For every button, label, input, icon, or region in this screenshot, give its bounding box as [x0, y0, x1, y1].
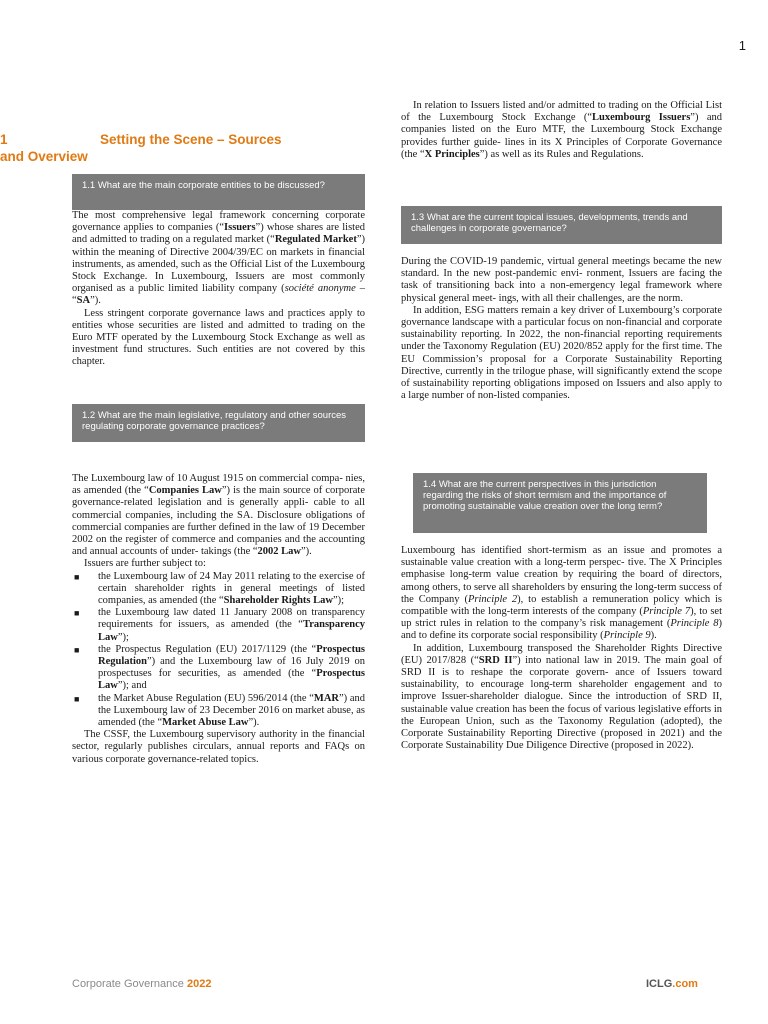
section-number: 1: [0, 132, 8, 147]
answer-1-4: [401, 545, 722, 752]
paragraph: Less stringent corporate governance laws and practices apply to entities whose securities are listed and admitted to trading on the Euro MTF operated by the Luxembourg Stock Exchange as well as investment fund structures. Such entities are not covered by this chapter.: [72, 307, 365, 368]
paragraph: The CSSF, the Luxembourg supervisory authority in the financial sector, regularly publishes circulars, annual reports and FAQs on various corporate governance-related topics.: [72, 729, 365, 765]
section-title-line1: Setting the Scene – Sources: [100, 132, 282, 147]
intro-paragraph: In relation to Issuers listed and/or admitted to trading on the Official List of the Luxembourg Stock Exchange (“Luxembourg Issuers”) and companies listed on the Euro MTF, the Luxembourg Stock Exchange provides further guide- lines in its X Principles of Corporate Governance (the “X Principles”) as well as its Rules and Regulations.: [401, 100, 722, 160]
page-number: 1: [738, 38, 746, 53]
question-box-1-2: [72, 404, 365, 442]
answer-1-3: [401, 256, 722, 402]
answer-1-1: [72, 210, 365, 369]
list-item: ■ the Luxembourg law dated 11 January 2008 on transparency requirements for issuers, as amended (the “Transparency Law”);: [72, 607, 365, 644]
paragraph: The most comprehensive legal framework concerning corporate governance applies to companies (“Issuers”) whose shares are listed and admitted to trading on a regulated market (“Regulated Market”) within the meaning of Directive 2004/39/EC on markets in financial instruments, as amended, such as the Official List of the Luxembourg Stock Exchange. In Luxembourg, Issuers are most commonly organised as a public limited liability company (société anonyme – “SA”).: [72, 210, 366, 307]
paragraph: The Luxembourg law of 10 August 1915 on commercial compa- nies, as amended (the “Companies Law”) is the main source of corporate governance-related legislation and is generally appli- cable to all commercial companies, including the SA. Disclosure obligations of commercial companies are further defined in the law of 19 December 2002 on the register of commerce and companies and the accounting and annual accounts of under- takings (the “2002 Law”).: [72, 473, 366, 558]
list-item: ■ the Market Abuse Regulation (EU) 596/2014 (the “MAR”) and the Luxembourg law of 23 December 2016 on market abuse, as amended (the “Market Abuse Law”).: [72, 693, 365, 730]
footer-year: 2022: [186, 978, 212, 990]
question-box-1-1: [72, 174, 365, 210]
question-box-1-4: [413, 473, 707, 533]
paragraph: In addition, Luxembourg transposed the Shareholder Rights Directive (EU) 2017/828 (“SRD II”) into national law in 2019. The main goal of SRD II is to reshape the corporate govern- ance of Issuers toward sustainability, to encourage long-term shareholder engagement and to improve Issuer-shareholder dialogue. Since the introduction of SRD II, sustainable value creation has been the focus of various legislative efforts in the European Union, such as the Taxonomy Regulation (adopted), the Corporate Sustainability Reporting Directive (proposed in 2021) and the Corporate Sustainability Due Diligence Directive (proposed in 2022).: [401, 642, 722, 752]
list-item: ■ the Prospectus Regulation (EU) 2017/1129 (the “Prospectus Regulation”) and the Luxembourg law of 16 July 2019 on prospectuses for securities, as amended (the “Prospectus Law”); and: [72, 644, 365, 693]
paragraph: In addition, ESG matters remain a key driver of Luxembourg’s corporate governance landscape with a particular focus on non-financial and corporate sustainability reporting. In 2022, the non-financial reporting requirements under the Taxonomy Regulation (EU) 2020/852 apply for the first time. The EU Commission’s proposal for a Corporate Sustainability Reporting Directive, currently in the trilogue phase, will significantly extend the scope of sustainability reporting obligations imposed on Issuers and also apply to a large number of non-listed companies.: [401, 304, 722, 402]
question-text: 1.2 What are the main legislative, regulatory and other sources regulating corporate governance practices?: [82, 410, 347, 432]
paragraph: Issuers are further subject to:: [84, 558, 206, 570]
question-text: 1.1 What are the main corporate entities to be discussed?: [82, 180, 325, 191]
footer-publication: Corporate Governance 2022: [72, 978, 212, 990]
question-text: 1.3 What are the current topical issues, developments, trends and challenges in corporate governance?: [411, 212, 688, 234]
paragraph: Luxembourg has identified short-termism as an issue and promotes a sustainable value creation with a long-term perspec- tive. The X Principles emphasise long-term value creation by requiring the board of directors, among others, to serve all shareholders by ensuring the long-term success of the Company (Principle 2), to establish a remuneration policy which is compatible with the long-term interests of the company (Principle 7), to set up strict rules in relation to the company’s risk management (Principle 8) and to define its corporate social responsibility (Principle 9).: [401, 545, 723, 642]
paragraph: During the COVID-19 pandemic, virtual general meetings became the new standard. In the new post-pandemic envi- ronment, Issuers are facing the task of transitioning back into a non-emergency legal framework where physical general meet- ings, with all their challenges, are the norm.: [401, 256, 722, 304]
section-title-line2: and Overview: [0, 149, 88, 164]
answer-1-2: [72, 473, 365, 766]
question-text: 1.4 What are the current perspectives in this jurisdiction regarding the risks of short termism and the importance of promoting sustainable value creation over the long term?: [423, 479, 667, 512]
list-item: ■ the Luxembourg law of 24 May 2011 relating to the exercise of certain shareholder rights in general meetings of listed companies, as amended (the “Shareholder Rights Law”);: [72, 571, 365, 608]
footer-site[interactable]: ICLG.com: [646, 978, 698, 990]
section-heading: [0, 131, 300, 165]
question-box-1-3: [401, 206, 722, 244]
bullet-list: [72, 571, 365, 730]
